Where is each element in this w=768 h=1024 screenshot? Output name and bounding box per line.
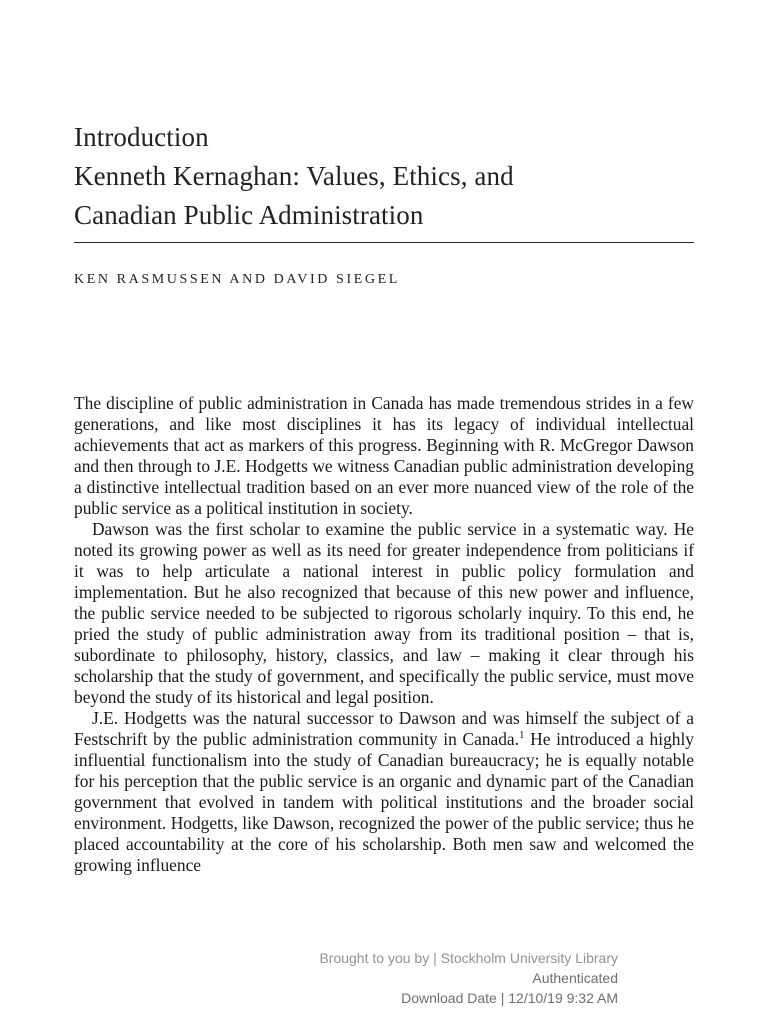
watermark-download-date: Download Date | 12/10/19 9:32 AM	[401, 990, 618, 1006]
watermark-provider: Brought to you by | Stockholm University Library	[319, 950, 618, 966]
body-text	[74, 393, 694, 876]
chapter-title	[74, 118, 696, 235]
paragraph-2: Dawson was the first scholar to examine the public service in a systematic way. He noted its growing power as well as its need for greater independence from politicians if it was to help articulate a national interest in public policy formulation and implementation. But he also recognized that because of this new power and influence, the public service needed to be subjected to rigorous scholarly inquiry. To this end, he pried the study of public administration away from its traditional position – that is, subordinate to philosophy, history, classics, and law – making it clear through his scholarship that the study of government, and specifically the public service, must move beyond the study of its historical and legal position.	[74, 519, 694, 707]
watermark-authenticated: Authenticated	[532, 970, 618, 986]
title-line-3: Canadian Public Administration	[74, 200, 424, 230]
chapter-authors: KEN RASMUSSEN AND DAVID SIEGEL	[74, 272, 400, 287]
title-line-2: Kenneth Kernaghan: Values, Ethics, and	[74, 161, 514, 191]
paragraph-3-text-after-note: He introduced a highly influential functionalism into the study of Canadian bureaucracy; he is equally notable for his perception that the public service is an organic and dynamic part of the Canadian government that evolved in tandem with political institutions and the broader social environment. Hodgetts, like Dawson, recognized the power of the public service; thus he placed accountability at the core of his scholarship. Both men saw and welcomed the growing influence	[74, 729, 694, 875]
title-divider	[74, 242, 694, 243]
paragraph-1: The discipline of public administration in Canada has made tremendous strides in a few generations, and like most disciplines it has its legacy of individual intellectual achievements that act as markers of this progress. Beginning with R. McGregor Dawson and then through to J.E. Hodgetts we witness Canadian public administration developing a distinctive intellectual tradition based on an ever more nuanced view of the role of the public service as a political institution in society.	[74, 393, 694, 518]
download-watermark	[319, 948, 618, 1008]
paragraph-3-text-before-note: J.E. Hodgetts was the natural successor to Dawson and was himself the subject of a Festschrift by the public administration community in Canada.	[74, 708, 694, 749]
paragraph-3	[74, 708, 694, 876]
title-line-1: Introduction	[74, 122, 209, 152]
footnote-marker[interactable]: 1	[518, 729, 525, 742]
